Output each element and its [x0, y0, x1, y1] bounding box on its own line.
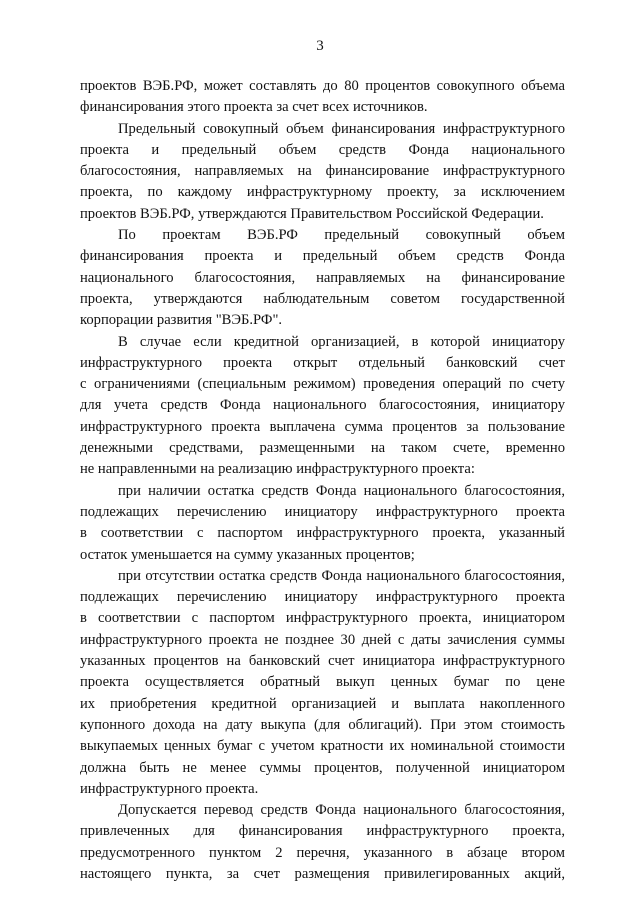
text-line: инфраструктурного проекта. — [80, 780, 259, 797]
text-line: инфраструктурного проекта не позднее 30 дней с даты зачисления суммы — [80, 631, 565, 648]
text-line: благосостояния, направляемых на финансирование инфраструктурного — [80, 163, 565, 180]
text-line: проектов ВЭБ.РФ, утверждаются Правительством Российской Федерации. — [80, 205, 544, 222]
text-line: проекта осуществляется обратный выкуп ценных бумаг по цене — [80, 674, 565, 691]
text-line: с ограничениями (специальным режимом) проведения операций по счету — [80, 376, 565, 393]
text-line: предусмотренного пунктом 2 перечня, указанного в абзаце втором — [80, 844, 565, 861]
text-line: проекта, по каждому инфраструктурному проекту, за исключением — [80, 184, 565, 201]
text-line: национального благосостояния, направляемых на финансирование — [80, 269, 565, 286]
document-text-body — [80, 76, 565, 885]
text-line: проекта и предельный объем средств Фонда национального — [80, 141, 565, 158]
text-line: указанных процентов на банковский счет инициатора инфраструктурного — [80, 653, 565, 670]
text-line: должна быть не менее суммы процентов, полученной инициатором — [80, 759, 565, 776]
text-line: финансирования этого проекта за счет всех источников. — [80, 99, 428, 116]
text-line: купонного дохода на дату выкупа (для облигаций). При этом стоимость — [80, 716, 565, 733]
text-line: не направленными на реализацию инфраструктурного проекта: — [80, 461, 475, 478]
text-line: в соответствии с паспортом инфраструктурного проекта, инициатором — [80, 610, 565, 627]
text-line: при отсутствии остатка средств Фонда национального благосостояния, — [118, 567, 565, 584]
text-line: денежными средствами, размещенными на таком счете, временно — [80, 440, 565, 457]
text-line: настоящего пункта, за счет размещения привилегированных акций, — [80, 865, 565, 882]
text-line: выкупаемых ценных бумаг с учетом кратности их номинальной стоимости — [80, 738, 565, 755]
text-line: остаток уменьшается на сумму указанных процентов; — [80, 546, 415, 563]
text-line: Допускается перевод средств Фонда национального благосостояния, — [118, 802, 565, 819]
text-line: финансирования проекта и предельный объем средств Фонда — [80, 248, 565, 265]
text-line: Предельный совокупный объем финансирования инфраструктурного — [118, 120, 565, 137]
text-line: их приобретения кредитной организацией и выплата накопленного — [80, 695, 565, 712]
text-line: подлежащих перечислению инициатору инфраструктурного проекта — [80, 503, 565, 520]
text-line: инфраструктурного проекта выплачена сумма процентов за пользование — [80, 418, 565, 435]
text-line: корпорации развития "ВЭБ.РФ". — [80, 312, 283, 329]
text-line: В случае если кредитной организацией, в которой инициатору — [118, 333, 565, 350]
text-line: проекта, утверждаются наблюдательным советом государственной — [80, 290, 565, 307]
text-line: подлежащих перечислению инициатору инфраструктурного проекта — [80, 589, 565, 606]
text-line: привлеченных для финансирования инфраструктурного проекта, — [80, 823, 565, 840]
text-line: проектов ВЭБ.РФ, может составлять до 80 процентов совокупного объема — [80, 78, 565, 94]
text-line: инфраструктурного проекта открыт отдельный банковский счет — [80, 354, 565, 371]
text-line: для учета средств Фонда национального благосостояния, инициатору — [80, 397, 565, 414]
page-number: 3 — [316, 38, 324, 54]
text-line: в соответствии с паспортом инфраструктурного проекта, указанный — [80, 525, 565, 542]
text-line: По проектам ВЭБ.РФ предельный совокупный объем — [118, 227, 565, 244]
text-line: при наличии остатка средств Фонда национального благосостояния, — [118, 482, 565, 499]
